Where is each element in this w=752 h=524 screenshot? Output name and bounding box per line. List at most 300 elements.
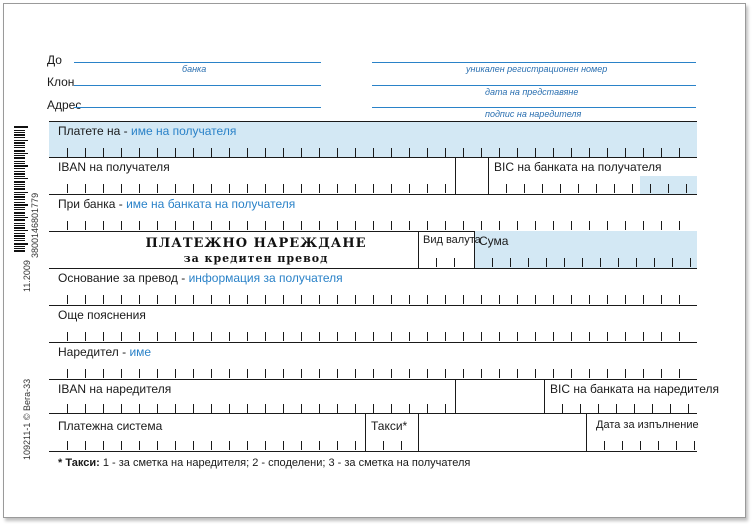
char-box-tick — [427, 148, 428, 157]
char-box-tick — [607, 148, 608, 157]
char-box-tick — [85, 369, 86, 378]
char-box-tick — [445, 184, 446, 193]
char-box-tick — [265, 295, 266, 304]
char-box-tick — [391, 148, 392, 157]
bic-recipient-label: BIC на банката на получателя — [494, 160, 662, 174]
char-box-tick — [499, 295, 500, 304]
orderer-hint: име — [129, 345, 152, 359]
char-box-tick — [427, 184, 428, 193]
payment-system-input[interactable] — [49, 441, 365, 450]
char-box-tick — [445, 295, 446, 304]
char-box-tick — [679, 369, 680, 378]
char-box-tick — [373, 295, 374, 304]
char-box-tick — [643, 369, 644, 378]
char-box-tick — [409, 148, 410, 157]
char-box-tick — [373, 369, 374, 378]
form-bottom-rule — [49, 451, 697, 452]
char-box-tick — [247, 441, 248, 450]
adres-label: Адрес — [47, 98, 82, 112]
execution-date-label: Дата за изпълнение — [596, 419, 699, 431]
char-box-tick — [427, 369, 428, 378]
char-box-tick — [175, 221, 176, 230]
char-box-tick — [546, 258, 547, 267]
char-box-tick — [679, 295, 680, 304]
divider — [455, 379, 456, 413]
char-box-tick — [391, 221, 392, 230]
barcode-number: 3800146801779 — [30, 192, 40, 258]
char-box-tick — [67, 441, 68, 450]
char-box-tick — [445, 148, 446, 157]
execution-date-input[interactable] — [586, 441, 697, 450]
barcode-stripe — [14, 173, 25, 175]
char-box-tick — [625, 148, 626, 157]
barcode-stripe — [14, 171, 25, 172]
barcode-stripe — [14, 215, 25, 216]
char-box-tick — [634, 404, 635, 413]
char-box-tick — [211, 332, 212, 341]
bank-field[interactable] — [74, 62, 321, 63]
char-box-tick — [85, 404, 86, 413]
char-box-tick — [121, 404, 122, 413]
char-box-tick — [686, 184, 687, 193]
char-box-tick — [247, 295, 248, 304]
char-box-tick — [616, 404, 617, 413]
char-box-tick — [571, 332, 572, 341]
char-box-tick — [337, 404, 338, 413]
orderer-input[interactable] — [49, 369, 697, 378]
bic-orderer-input[interactable] — [544, 404, 697, 413]
char-box-tick — [445, 332, 446, 341]
char-box-tick — [401, 441, 402, 450]
char-box-tick — [355, 184, 356, 193]
barcode-stripe — [14, 199, 25, 200]
submission-date-field[interactable] — [372, 85, 696, 86]
char-box-tick — [247, 332, 248, 341]
char-box-tick — [283, 295, 284, 304]
char-box-tick — [67, 148, 68, 157]
barcode-stripe — [14, 161, 25, 162]
reason-input[interactable] — [49, 295, 697, 304]
char-box-tick — [625, 369, 626, 378]
rule-4 — [49, 268, 697, 269]
char-box-tick — [157, 369, 158, 378]
char-box-tick — [409, 221, 410, 230]
char-box-tick — [193, 441, 194, 450]
char-box-tick — [661, 332, 662, 341]
char-box-tick — [391, 332, 392, 341]
char-box-tick — [607, 369, 608, 378]
char-box-tick — [139, 332, 140, 341]
branch-field[interactable] — [74, 85, 321, 86]
char-box-tick — [445, 404, 446, 413]
barcode-stripe — [14, 181, 25, 183]
char-box-tick — [463, 295, 464, 304]
char-box-tick — [598, 404, 599, 413]
barcode-stripe — [14, 207, 25, 208]
char-box-tick — [614, 184, 615, 193]
char-box-tick — [463, 332, 464, 341]
char-box-tick — [319, 295, 320, 304]
char-box-tick — [622, 441, 623, 450]
char-box-tick — [229, 369, 230, 378]
barcode-stripe — [14, 246, 25, 247]
char-box-tick — [658, 441, 659, 450]
char-box-tick — [67, 369, 68, 378]
pay-to-hint: име на получателя — [131, 124, 237, 138]
barcode-stripe — [14, 145, 25, 146]
char-box-tick — [103, 404, 104, 413]
char-box-tick — [604, 441, 605, 450]
barcode-stripe — [14, 209, 25, 210]
char-box-tick — [247, 148, 248, 157]
char-box-tick — [193, 148, 194, 157]
char-box-tick — [301, 369, 302, 378]
char-box-tick — [301, 295, 302, 304]
barcode-stripe — [14, 163, 25, 164]
barcode-stripe — [14, 126, 28, 128]
char-box-tick — [679, 148, 680, 157]
char-box-tick — [436, 258, 437, 267]
char-box-tick — [600, 258, 601, 267]
char-box-tick — [571, 221, 572, 230]
klon-label: Клон — [47, 75, 75, 89]
char-box-tick — [517, 148, 518, 157]
char-box-tick — [229, 221, 230, 230]
amount-input[interactable] — [474, 258, 697, 267]
char-box-tick — [121, 221, 122, 230]
char-box-tick — [409, 184, 410, 193]
char-box-tick — [463, 221, 464, 230]
char-box-tick — [643, 148, 644, 157]
char-box-tick — [355, 404, 356, 413]
char-box-tick — [670, 404, 671, 413]
char-box-tick — [632, 184, 633, 193]
char-box-tick — [247, 184, 248, 193]
char-box-tick — [283, 184, 284, 193]
char-box-tick — [121, 148, 122, 157]
amount-label: Сума — [479, 234, 509, 248]
barcode-stripe — [14, 130, 25, 131]
at-bank-label: При банка - име на банката на получателя — [58, 197, 296, 211]
char-box-tick — [67, 404, 68, 413]
char-box-tick — [265, 332, 266, 341]
char-box-tick — [157, 332, 158, 341]
more-explanations-input[interactable] — [49, 332, 697, 341]
iban-orderer-input[interactable] — [49, 404, 455, 413]
char-box-tick — [157, 148, 158, 157]
char-box-tick — [319, 369, 320, 378]
char-box-tick — [643, 332, 644, 341]
char-box-tick — [193, 221, 194, 230]
pay-to-input[interactable] — [49, 148, 697, 157]
char-box-tick — [580, 404, 581, 413]
at-bank-input[interactable] — [49, 221, 697, 230]
char-box-tick — [337, 369, 338, 378]
char-box-tick — [103, 441, 104, 450]
fees-footnote: * Такси: 1 - за сметка на наредителя; 2 - споделени; 3 - за сметка на получателя — [58, 457, 471, 469]
char-box-tick — [560, 184, 561, 193]
char-box-tick — [103, 184, 104, 193]
iban-recipient-input[interactable] — [49, 184, 455, 193]
char-box-tick — [103, 369, 104, 378]
char-box-tick — [139, 441, 140, 450]
char-box-tick — [542, 184, 543, 193]
barcode-stripe — [14, 192, 28, 193]
char-box-tick — [427, 295, 428, 304]
char-box-tick — [301, 148, 302, 157]
divider — [418, 413, 419, 451]
char-box-tick — [672, 258, 673, 267]
barcode-stripe — [14, 155, 25, 156]
char-box-tick — [535, 295, 536, 304]
char-box-tick — [319, 332, 320, 341]
barcode-stripe — [14, 248, 25, 249]
char-box-tick — [301, 184, 302, 193]
barcode-stripe — [14, 194, 25, 195]
date-hint: дата на представяне — [485, 87, 579, 97]
char-box-tick — [654, 258, 655, 267]
char-box-tick — [229, 404, 230, 413]
barcode-stripe — [14, 165, 28, 167]
barcode-stripe — [14, 147, 25, 148]
char-box-tick — [265, 148, 266, 157]
char-box-tick — [139, 404, 140, 413]
char-box-tick — [229, 295, 230, 304]
char-box-tick — [211, 184, 212, 193]
char-box-tick — [85, 184, 86, 193]
char-box-tick — [679, 221, 680, 230]
rule-1 — [49, 157, 697, 158]
edition-date: 11.2009 — [22, 260, 32, 292]
char-box-tick — [103, 295, 104, 304]
barcode-stripe — [14, 225, 25, 226]
char-box-tick — [499, 332, 500, 341]
char-box-tick — [85, 148, 86, 157]
form-subtitle: за кредитен превод — [183, 252, 329, 265]
char-box-tick — [229, 184, 230, 193]
char-box-tick — [373, 404, 374, 413]
char-box-tick — [337, 332, 338, 341]
char-box-tick — [283, 369, 284, 378]
char-box-tick — [103, 332, 104, 341]
barcode-stripe — [14, 157, 25, 159]
char-box-tick — [618, 258, 619, 267]
char-box-tick — [481, 295, 482, 304]
form-title: ПЛАТЕЖНО НАРЕЖДАНЕ — [145, 236, 367, 251]
char-box-tick — [175, 369, 176, 378]
char-box-tick — [67, 221, 68, 230]
barcode-stripe — [14, 202, 25, 203]
char-box-tick — [121, 332, 122, 341]
barcode-stripe — [14, 178, 28, 179]
char-box-tick — [157, 441, 158, 450]
char-box-tick — [636, 258, 637, 267]
char-box-tick — [373, 148, 374, 157]
barcode-stripe — [14, 227, 25, 229]
char-box-tick — [391, 404, 392, 413]
char-box-tick — [175, 332, 176, 341]
char-box-tick — [319, 441, 320, 450]
char-box-tick — [463, 369, 464, 378]
char-box-tick — [103, 148, 104, 157]
char-box-tick — [85, 441, 86, 450]
char-box-tick — [391, 295, 392, 304]
char-box-tick — [625, 221, 626, 230]
reason-label: Основание за превод - информация за получателя — [58, 271, 343, 285]
char-box-tick — [510, 258, 511, 267]
char-box-tick — [427, 221, 428, 230]
char-box-tick — [589, 148, 590, 157]
barcode-stripe — [14, 140, 28, 141]
char-box-tick — [67, 332, 68, 341]
char-box-tick — [265, 404, 266, 413]
rule-2 — [49, 194, 697, 195]
char-box-tick — [355, 148, 356, 157]
char-box-tick — [211, 295, 212, 304]
char-box-tick — [85, 221, 86, 230]
barcode-stripe — [14, 223, 25, 224]
char-box-tick — [121, 369, 122, 378]
barcode-stripe — [14, 153, 28, 154]
char-box-tick — [445, 221, 446, 230]
char-box-tick — [355, 295, 356, 304]
rule-8 — [49, 413, 697, 414]
char-box-tick — [524, 184, 525, 193]
address-field[interactable] — [74, 107, 321, 108]
char-box-tick — [625, 332, 626, 341]
char-box-tick — [175, 295, 176, 304]
char-box-tick — [463, 148, 464, 157]
char-box-tick — [661, 369, 662, 378]
char-box-tick — [499, 369, 500, 378]
bank-hint: банка — [182, 64, 207, 74]
barcode-stripe — [14, 184, 25, 185]
currency-input[interactable] — [418, 258, 474, 267]
char-box-tick — [690, 258, 691, 267]
signature-field[interactable] — [372, 107, 696, 108]
char-box-tick — [661, 221, 662, 230]
barcode-stripe — [14, 134, 25, 136]
barcode-stripe — [14, 168, 25, 169]
pay-to-label: Платете на - име на получателя — [58, 124, 237, 138]
char-box-tick — [175, 148, 176, 157]
char-box-tick — [676, 441, 677, 450]
barcode-stripe — [14, 250, 25, 252]
char-box-tick — [265, 221, 266, 230]
char-box-tick — [607, 295, 608, 304]
barcode-stripe — [14, 204, 28, 206]
char-box-tick — [553, 221, 554, 230]
barcode-stripe — [14, 235, 25, 237]
char-box-tick — [193, 295, 194, 304]
char-box-tick — [589, 295, 590, 304]
char-box-tick — [157, 184, 158, 193]
char-box-tick — [211, 404, 212, 413]
char-box-tick — [283, 441, 284, 450]
char-box-tick — [481, 148, 482, 157]
char-box-tick — [139, 148, 140, 157]
iban-orderer-label: IBAN на наредителя — [58, 382, 172, 396]
char-box-tick — [265, 184, 266, 193]
form-top-rule — [49, 121, 697, 122]
barcode-stripe — [14, 142, 25, 144]
barcode-stripe — [14, 219, 25, 221]
char-box-tick — [668, 184, 669, 193]
iban-recipient-label: IBAN на получателя — [58, 160, 170, 174]
barcode-stripe — [14, 150, 25, 152]
fees-input[interactable] — [365, 441, 418, 450]
char-box-tick — [578, 184, 579, 193]
char-box-tick — [175, 404, 176, 413]
char-box-tick — [121, 295, 122, 304]
char-box-tick — [427, 404, 428, 413]
barcode-stripe — [14, 243, 28, 245]
barcode-stripe — [14, 238, 25, 239]
char-box-tick — [319, 221, 320, 230]
char-box-tick — [553, 332, 554, 341]
char-box-tick — [157, 295, 158, 304]
char-box-tick — [589, 332, 590, 341]
char-box-tick — [301, 221, 302, 230]
char-box-tick — [607, 332, 608, 341]
char-box-tick — [499, 221, 500, 230]
char-box-tick — [481, 332, 482, 341]
payment-system-label: Платежна система — [58, 419, 163, 433]
char-box-tick — [301, 404, 302, 413]
divider — [455, 157, 456, 194]
fees-label: Такси* — [371, 419, 408, 433]
barcode-stripe — [14, 132, 25, 133]
char-box-tick — [564, 258, 565, 267]
char-box-tick — [571, 369, 572, 378]
char-box-tick — [679, 332, 680, 341]
rule-7 — [49, 379, 697, 380]
char-box-tick — [607, 221, 608, 230]
bic-recipient-input[interactable] — [488, 184, 697, 193]
char-box-tick — [247, 404, 248, 413]
char-box-tick — [283, 332, 284, 341]
char-box-tick — [535, 221, 536, 230]
char-box-tick — [535, 148, 536, 157]
char-box-tick — [506, 184, 507, 193]
char-box-tick — [596, 184, 597, 193]
char-box-tick — [121, 184, 122, 193]
char-box-tick — [499, 148, 500, 157]
char-box-tick — [355, 221, 356, 230]
char-box-tick — [643, 221, 644, 230]
char-box-tick — [391, 184, 392, 193]
char-box-tick — [589, 221, 590, 230]
char-box-tick — [85, 295, 86, 304]
char-box-tick — [301, 332, 302, 341]
char-box-tick — [211, 148, 212, 157]
char-box-tick — [373, 184, 374, 193]
unique-reg-hint: уникален регистрационен номер — [466, 64, 608, 74]
char-box-tick — [409, 332, 410, 341]
char-box-tick — [103, 221, 104, 230]
more-explanations-label: Още пояснения — [58, 308, 146, 322]
rule-5 — [49, 305, 697, 306]
char-box-tick — [652, 404, 653, 413]
unique-reg-number-field[interactable] — [372, 62, 696, 63]
char-box-tick — [535, 332, 536, 341]
char-box-tick — [157, 221, 158, 230]
char-box-tick — [283, 148, 284, 157]
barcode-stripe — [14, 217, 28, 218]
char-box-tick — [694, 441, 695, 450]
char-box-tick — [625, 295, 626, 304]
char-box-tick — [193, 369, 194, 378]
